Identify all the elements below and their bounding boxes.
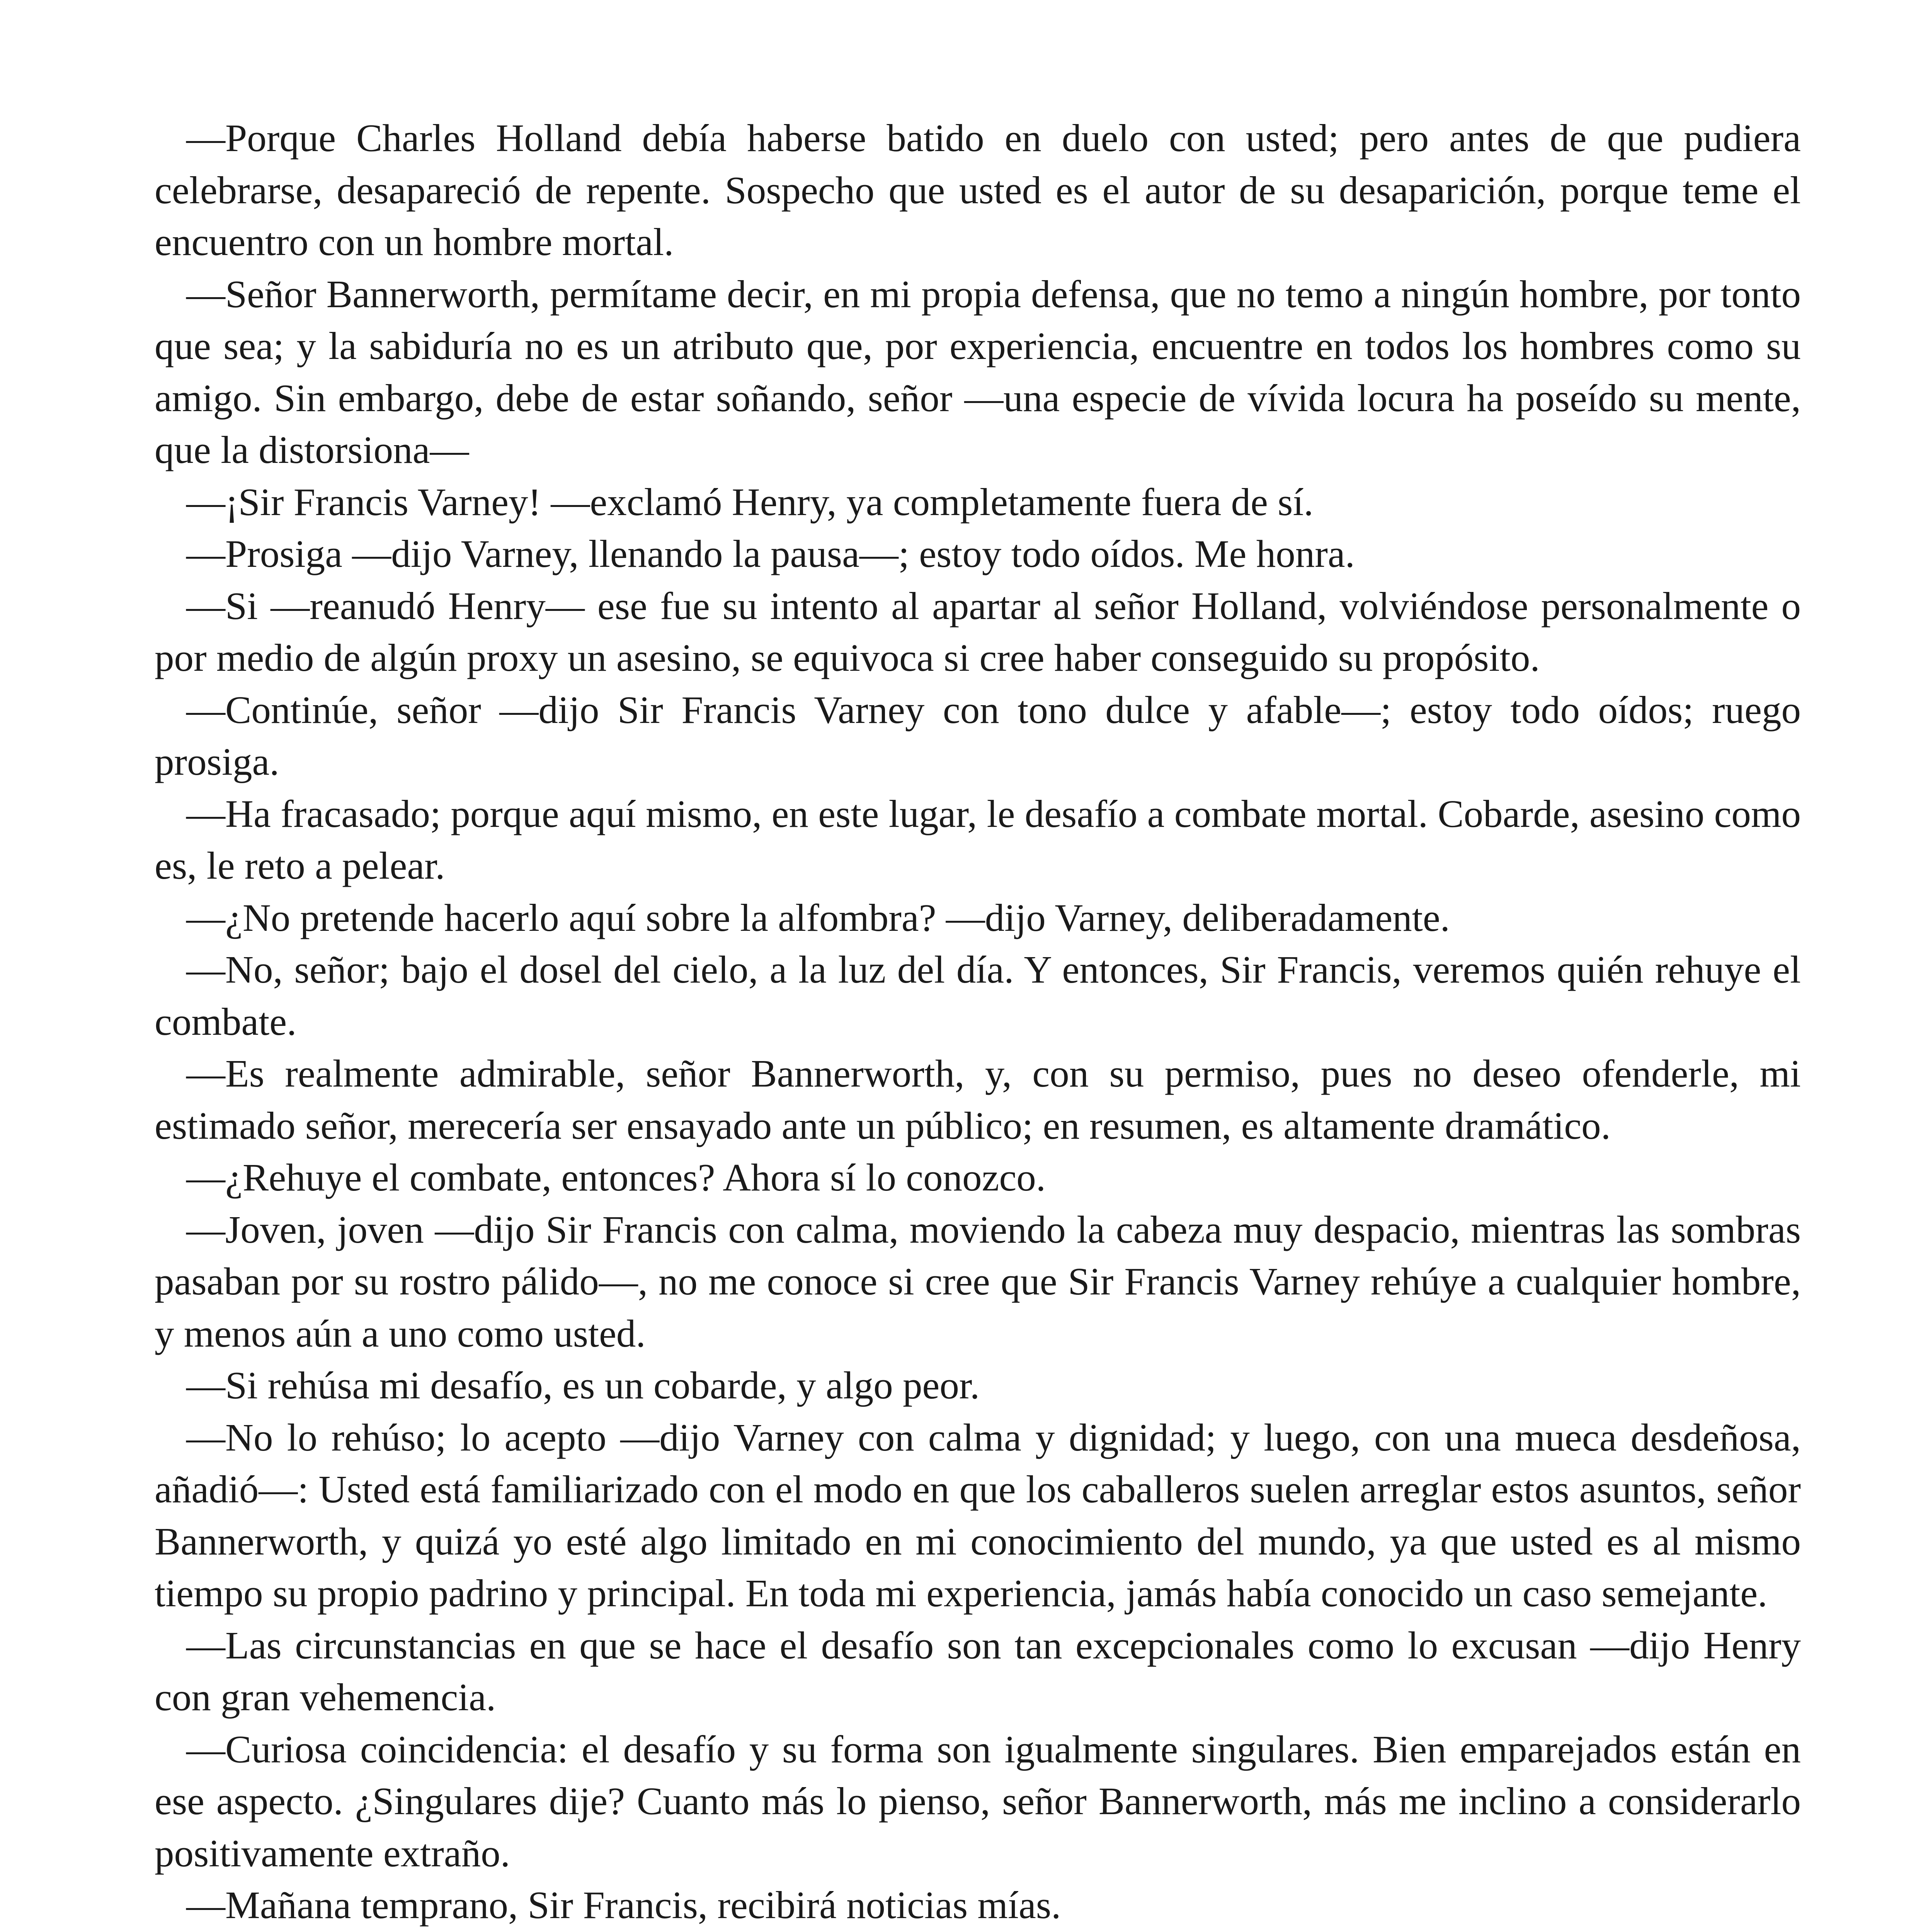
paragraph-10: —Es realmente admirable, señor Bannerworth, y, con su permiso, pues no deseo ofenderle, mi estimado señor, merecería ser ensayado ante un público; en resumen, es altamente dramático. xyxy=(155,1052,1801,1147)
paragraph-17: —Mañana temprano, Sir Francis, recibirá noticias mías. xyxy=(186,1883,1061,1927)
paragraph-6: —Continúe, señor —dijo Sir Francis Varney con tono dulce y afable—; estoy todo oídos; ruego prosiga. xyxy=(155,688,1801,783)
paragraph-14: —No lo rehúso; lo acepto —dijo Varney con calma y dignidad; y luego, con una mueca desdeñosa, añadió—: Usted está familiarizado con el modo en que los caballeros suelen arreglar estos asuntos, señor Bannerworth, y quizá yo esté algo limitado en mi conocimiento del mundo, ya que usted es al mismo tiempo su propio padrino y principal. En toda mi experiencia, jamás había conocido un caso semejante. xyxy=(155,1415,1801,1615)
paragraph-15: —Las circunstancias en que se hace el desafío son tan excepcionales como lo excusan —dijo Henry con gran vehemencia. xyxy=(155,1623,1801,1719)
paragraph-13: —Si rehúsa mi desafío, es un cobarde, y algo peor. xyxy=(186,1364,980,1407)
paragraph-1: —Porque Charles Holland debía haberse batido en duelo con usted; pero antes de que pudiera celebrarse, desapareció de repente. Sospecho que usted es el autor de su desaparición, porque teme el encuentro con un hombre mortal. xyxy=(155,116,1801,264)
paragraph-11: —¿Rehuye el combate, entonces? Ahora sí lo conozco. xyxy=(186,1156,1046,1199)
paragraph-7: —Ha fracasado; porque aquí mismo, en este lugar, le desafío a combate mortal. Cobarde, asesino como es, le reto a pelear. xyxy=(155,792,1801,887)
paragraph-2: —Señor Bannerworth, permítame decir, en mi propia defensa, que no temo a ningún hombre, por tonto que sea; y la sabiduría no es un atributo que, por experiencia, encuentre en todos los hombres como su amigo. Sin embargo, debe de estar soñando, señor —una especie de vívida locura ha poseído su mente, que la distorsiona— xyxy=(155,272,1801,471)
paragraph-9: —No, señor; bajo el dosel del cielo, a la luz del día. Y entonces, Sir Francis, veremos quién rehuye el combate. xyxy=(155,948,1801,1043)
paragraph-16: —Curiosa coincidencia: el desafío y su forma son igualmente singulares. Bien emparejados están en ese aspecto. ¿Singulares dije? Cuanto más lo pienso, señor Bannerworth, más me inclino a considerarlo positivamente extraño. xyxy=(155,1727,1801,1875)
paragraph-5: —Si —reanudó Henry— ese fue su intento al apartar al señor Holland, volviéndose personalmente o por medio de algún proxy un asesino, se equivoca si cree haber conseguido su propósito. xyxy=(155,584,1801,679)
paragraph-8: —¿No pretende hacerlo aquí sobre la alfombra? —dijo Varney, deliberadamente. xyxy=(186,896,1450,939)
page-body-text xyxy=(155,112,1801,1932)
paragraph-3: —¡Sir Francis Varney! —exclamó Henry, ya completamente fuera de sí. xyxy=(186,480,1314,524)
paragraph-12: —Joven, joven —dijo Sir Francis con calma, moviendo la cabeza muy despacio, mientras las sombras pasaban por su rostro pálido—, no me conoce si cree que Sir Francis Varney rehúye a cualquier hombre, y menos aún a uno como usted. xyxy=(155,1208,1801,1355)
paragraph-4: —Prosiga —dijo Varney, llenando la pausa—; estoy todo oídos. Me honra. xyxy=(186,532,1355,575)
